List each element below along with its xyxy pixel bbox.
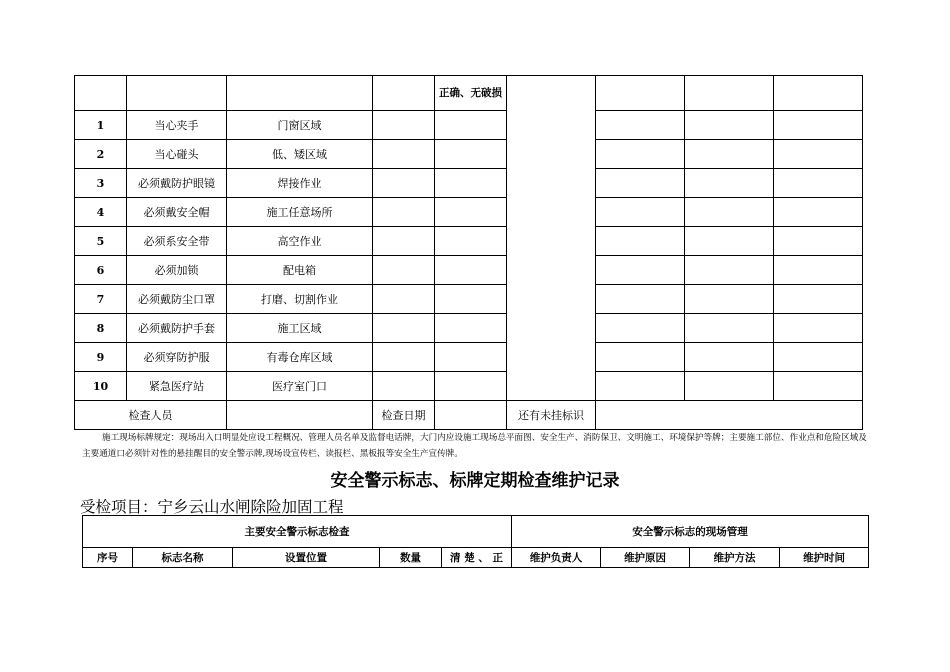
maint-method-cell (774, 343, 863, 372)
clean-check-cell (435, 343, 507, 372)
sign-name: 必须戴防护手套 (127, 314, 227, 343)
row-number: 5 (75, 227, 127, 256)
quantity-cell (373, 285, 435, 314)
column-header: 维护负责人 (512, 548, 601, 568)
quantity-cell (373, 372, 435, 401)
maint-person-cell (596, 256, 685, 285)
sign-location: 有毒仓库区域 (227, 343, 373, 372)
table-row (75, 227, 863, 256)
clean-check-cell (435, 140, 507, 169)
maint-method-cell (774, 169, 863, 198)
clean-check-cell (435, 314, 507, 343)
quantity-cell (373, 314, 435, 343)
row-number: 9 (75, 343, 127, 372)
column-header-row (83, 548, 869, 568)
quantity-cell (373, 198, 435, 227)
maint-method-cell (774, 372, 863, 401)
table-row (75, 314, 863, 343)
document-title: 安全警示标志、标牌定期检查维护记录 (330, 471, 620, 491)
row-number: 2 (75, 140, 127, 169)
row-number: 8 (75, 314, 127, 343)
maint-method-cell (774, 256, 863, 285)
maint-reason-cell (685, 169, 774, 198)
sign-name: 必须戴安全帽 (127, 198, 227, 227)
column-header: 数量 (380, 548, 442, 568)
table-row (75, 198, 863, 227)
maint-reason-cell (685, 198, 774, 227)
maint-method-cell (774, 140, 863, 169)
sign-name: 必须穿防护服 (127, 343, 227, 372)
quantity-cell (373, 140, 435, 169)
date-value (435, 401, 507, 430)
maint-reason-cell (685, 343, 774, 372)
sign-location: 施工任意场所 (227, 198, 373, 227)
unhung-value (596, 401, 863, 430)
column-header: 维护原因 (601, 548, 690, 568)
maint-reason-cell (685, 140, 774, 169)
signage-regulation-note: 施工现场标牌规定：现场出入口明显处应设工程概况、管理人员名单及监督电话牌，大门内应设施工现场总平面图、安全生产、消防保卫、文明施工、环境保护等牌；主要施工部位、作业点和危险区域及主要通道口必须针对性的悬挂醒目的安全警示牌,现场设宣传栏、读报栏、黑板报等安全生产宣传牌。 (82, 433, 867, 459)
sign-location: 打磨、切割作业 (227, 285, 373, 314)
maint-person-cell (596, 285, 685, 314)
column-header: 设置位置 (233, 548, 380, 568)
maint-person-cell (596, 314, 685, 343)
clean-check-cell (435, 227, 507, 256)
maint-method-cell (774, 111, 863, 140)
column-header: 清 楚 、 正 (442, 548, 512, 568)
row-number: 10 (75, 372, 127, 401)
table-row (75, 285, 863, 314)
section-main-sign-check: 主要安全警示标志检查 (83, 516, 512, 548)
column-header: 序号 (83, 548, 133, 568)
maint-person-cell (596, 169, 685, 198)
clean-check-cell (435, 169, 507, 198)
clean-check-cell (435, 372, 507, 401)
table-header-row (75, 76, 863, 111)
maint-reason-cell (685, 256, 774, 285)
maint-reason-cell (685, 285, 774, 314)
row-number: 7 (75, 285, 127, 314)
clean-check-cell (435, 285, 507, 314)
sign-name: 当心夹手 (127, 111, 227, 140)
row-number: 6 (75, 256, 127, 285)
unhung-label: 还有未挂标识 (507, 401, 596, 430)
inspection-table-continued (74, 75, 863, 430)
column-header: 标志名称 (133, 548, 233, 568)
quantity-cell (373, 169, 435, 198)
sign-location: 焊接作业 (227, 169, 373, 198)
date-label: 检查日期 (373, 401, 435, 430)
maint-person-cell (596, 343, 685, 372)
table-row (75, 256, 863, 285)
table-row (75, 111, 863, 140)
sign-location: 高空作业 (227, 227, 373, 256)
sign-location: 配电箱 (227, 256, 373, 285)
maint-person-cell (596, 111, 685, 140)
maint-method-cell (774, 227, 863, 256)
maint-reason-cell (685, 227, 774, 256)
column-header: 维护方法 (690, 548, 780, 568)
sign-name: 当心碰头 (127, 140, 227, 169)
sign-name: 必须加锁 (127, 256, 227, 285)
column-header: 维护时间 (780, 548, 869, 568)
table-row (75, 140, 863, 169)
row-number: 4 (75, 198, 127, 227)
sign-name: 必须戴防尘口罩 (127, 285, 227, 314)
sign-location: 低、矮区域 (227, 140, 373, 169)
clean-check-cell (435, 198, 507, 227)
table-row (75, 372, 863, 401)
table-row (75, 343, 863, 372)
maint-method-cell (774, 314, 863, 343)
maint-method-cell (774, 198, 863, 227)
sign-name: 必须系安全带 (127, 227, 227, 256)
sign-name: 紧急医疗站 (127, 372, 227, 401)
maint-reason-cell (685, 111, 774, 140)
maint-person-cell (596, 198, 685, 227)
inspector-value (227, 401, 373, 430)
maint-person-cell (596, 372, 685, 401)
clean-check-cell (435, 256, 507, 285)
quantity-cell (373, 111, 435, 140)
quantity-cell (373, 343, 435, 372)
header-clean-undamaged: 正确、无破损 (435, 76, 507, 111)
clean-check-cell (435, 111, 507, 140)
inspection-table-header (82, 515, 869, 568)
maint-reason-cell (685, 314, 774, 343)
sign-location: 施工区域 (227, 314, 373, 343)
sign-location: 门窗区域 (227, 111, 373, 140)
maint-person-cell (596, 227, 685, 256)
section-onsite-management: 安全警示标志的现场管理 (512, 516, 869, 548)
maint-method-cell (774, 285, 863, 314)
maint-reason-cell (685, 372, 774, 401)
signature-row (75, 401, 863, 430)
inspected-project: 受检项目：宁乡云山水闸除险加固工程 (80, 498, 344, 516)
table-row (75, 169, 863, 198)
sign-name: 必须戴防护眼镜 (127, 169, 227, 198)
quantity-cell (373, 227, 435, 256)
row-number: 1 (75, 111, 127, 140)
maint-person-cell (596, 140, 685, 169)
row-number: 3 (75, 169, 127, 198)
quantity-cell (373, 256, 435, 285)
sign-location: 医疗室门口 (227, 372, 373, 401)
inspector-label: 检查人员 (75, 401, 227, 430)
section-header-row (83, 516, 869, 548)
